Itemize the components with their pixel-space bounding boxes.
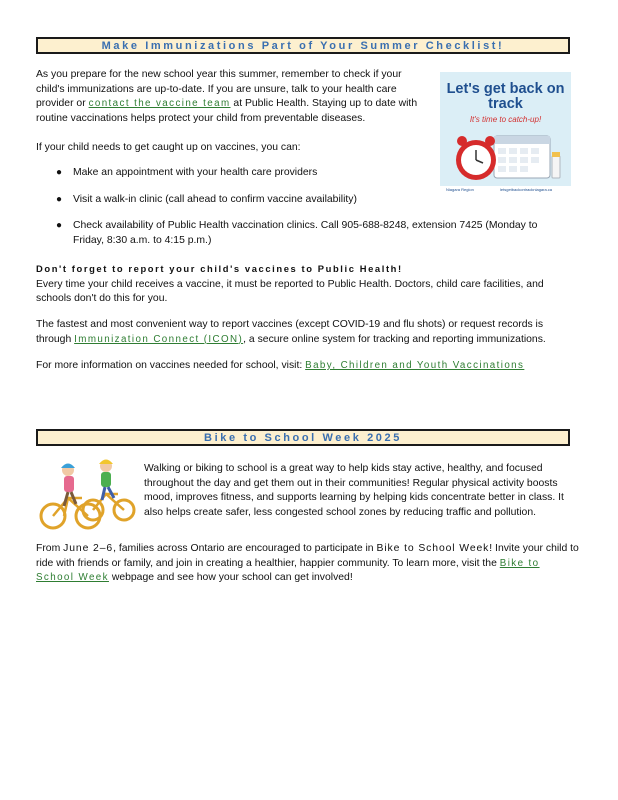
fastest-text-a: The fastest and most convenient way to report vaccines (except COVID-19 and flu shots) or request records is through: [36, 319, 544, 345]
image-footer: [440, 186, 571, 200]
vaccine-campaign-image: [440, 72, 571, 200]
alarm-clock-calendar-icon: [440, 72, 571, 200]
bike-text-a: From: [36, 543, 61, 554]
immunization-title-banner: [36, 37, 570, 54]
bike-paragraph-1: Walking or biking to school is a great way to help kids stay active, healthy, and focused throughout the day and get them out in their communities! Regular physical activity boosts mood, improves fitness, and supports learning by helping kids concentrate better in class. It also helps create safer, less congested school zones by reducing traffic and pollution.: [144, 463, 564, 518]
intro-text-a: As you prepare for the new school year this summer, remember to check if your child's immunizations are up-to-date. If you are unsure, talk to your health care provider or: [36, 69, 402, 110]
bullet-icon: ●: [56, 220, 63, 232]
icon-link[interactable]: Immunization Connect (ICON): [74, 333, 244, 345]
bike-title: Bike to School Week 2025: [204, 432, 402, 444]
list-item-text: Visit a walk-in clinic (call ahead to confirm vaccine availability): [73, 193, 357, 205]
bike-event-name: Bike to School Week: [376, 543, 490, 554]
image-footer-right: letsgetbackontrackniagara.ca: [500, 187, 553, 193]
bike-text-c: ! Invite your child to ride with friends or family, and join in creating a healthier, happier community. To learn more, visit the: [36, 543, 579, 569]
immunization-title: Make Immunizations Part of Your Summer Checklist!: [101, 40, 505, 52]
list-item: [56, 219, 571, 248]
fastest-way-text: [36, 318, 581, 347]
image-subline: It's time to catch-up!: [469, 115, 542, 124]
caught-up-text: If your child needs to get caught up on vaccines, you can:: [36, 142, 301, 153]
bullet-icon: ●: [56, 167, 63, 178]
image-footer-left: Niagara Region: [446, 187, 474, 193]
report-section: [36, 262, 581, 307]
bike-text-d: webpage and see how your school can get involved!: [111, 572, 353, 584]
report-text: Every time your child receives a vaccine, it must be reported to Public Health. Doctors, child care facilities, and schools don't do this for you.: [36, 278, 544, 305]
bike-to-school-week-link[interactable]: Bike to School Week: [36, 557, 540, 584]
bike-dates: June 2–6: [63, 543, 114, 554]
image-headline: Let's get back on track: [446, 81, 565, 112]
report-heading: Don't forget to report your child's vaccines to Public Health!: [36, 263, 403, 274]
more-info-label: For more information on vaccines needed for school, visit:: [36, 360, 303, 371]
contact-vaccine-team-link[interactable]: contact the vaccine team: [88, 98, 231, 110]
kids-biking-illustration: [38, 456, 138, 532]
bike-text-b: , families across Ontario are encouraged to participate in: [113, 543, 374, 554]
list-item-text: Check availability of Public Health vaccination clinics. Call 905-688-8248, extension 7425 (Monday to Friday, 8:30 a.m. to 4:15 p.m.): [73, 220, 538, 246]
more-info-text: [36, 359, 581, 374]
baby-children-youth-vaccinations-link[interactable]: Baby, Children and Youth Vaccinations: [305, 360, 525, 371]
bike-title-banner: [36, 429, 570, 446]
bullet-icon: ●: [56, 193, 63, 205]
bike-paragraph-2: [36, 542, 581, 586]
fastest-text-b: , a secure online system for tracking and reporting immunizations.: [243, 333, 546, 345]
intro-text-b: at Public Health. Staying up to date with routine vaccinations helps protect your child from preventable diseases.: [36, 98, 418, 124]
immunization-intro: [36, 68, 432, 126]
list-item-text: Make an appointment with your health care providers: [73, 167, 318, 178]
